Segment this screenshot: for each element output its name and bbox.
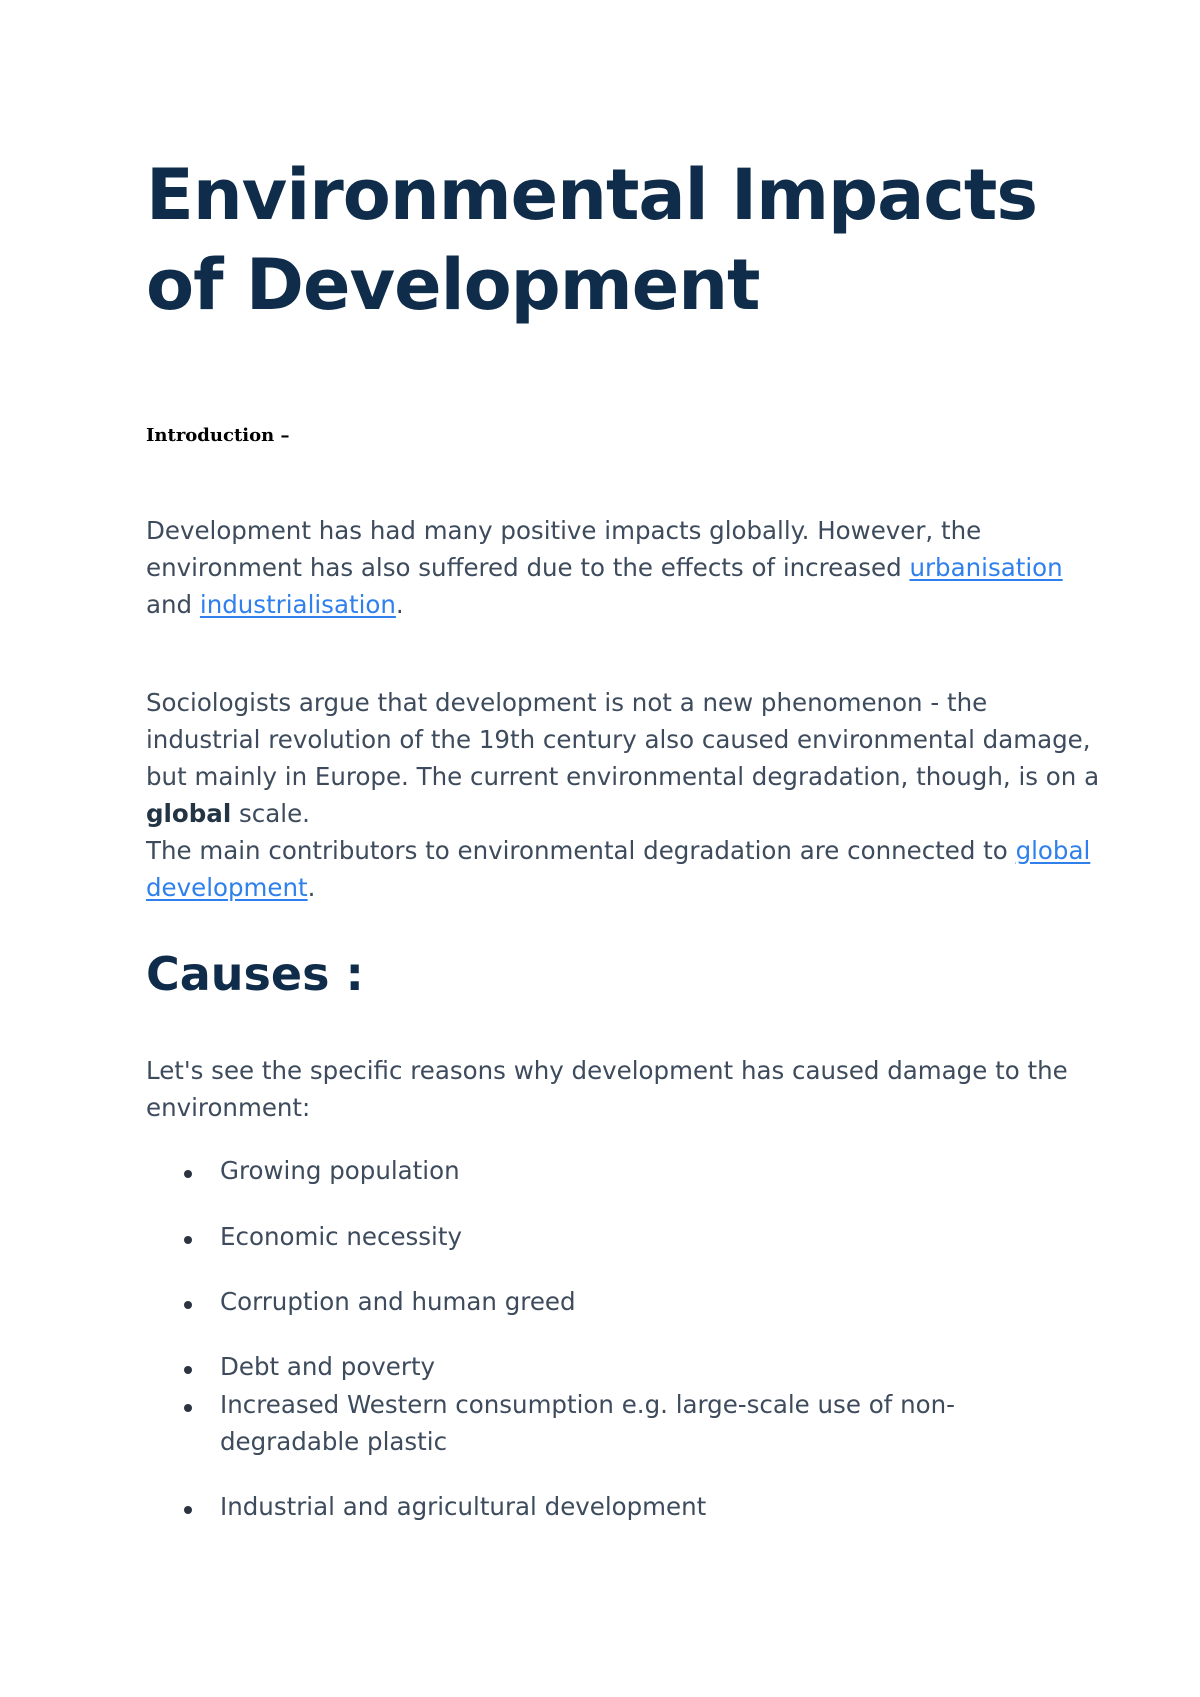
causes-heading: Causes :	[146, 947, 364, 1001]
global-development-link[interactable]: global development	[146, 836, 1091, 902]
paragraph-text: Sociologists argue that development is not a new phenomenon - the industrial revolution of the 19th century also caused environmental damage, but mainly in Europe. The current environmental degradation, though, is on a	[146, 688, 1100, 791]
industrialisation-link[interactable]: industrialisation	[199, 590, 396, 619]
bullet-icon	[184, 1170, 192, 1178]
paragraph-text: .	[307, 873, 316, 902]
list-item	[146, 1152, 1086, 1189]
list-item	[146, 1348, 1086, 1385]
list-item	[146, 1218, 1086, 1255]
introduction-label: Introduction –	[146, 425, 290, 446]
list-item-text: Economic necessity	[220, 1222, 462, 1251]
list-item	[146, 1488, 1086, 1525]
paragraph-text: .	[395, 590, 404, 619]
list-item-text: Growing population	[220, 1156, 460, 1185]
bullet-icon	[184, 1236, 192, 1244]
list-item-text: Increased Western consumption e.g. large-scale use of non-degradable plastic	[220, 1390, 955, 1456]
page-title: Environmental Impacts of Development	[146, 154, 1037, 326]
list-item	[146, 1283, 1086, 1320]
list-item	[146, 1386, 1086, 1460]
intro-paragraph-2	[146, 684, 1106, 832]
intro-paragraph-1	[146, 512, 1106, 623]
list-item-text: Corruption and human greed	[220, 1287, 576, 1316]
paragraph-text: The main contributors to environmental degradation are connected to	[146, 836, 1016, 865]
paragraph-text: scale.	[231, 799, 310, 828]
list-item-text: Industrial and agricultural development	[220, 1492, 707, 1521]
bullet-icon	[184, 1404, 192, 1412]
list-item-text: Debt and poverty	[220, 1352, 436, 1381]
paragraph-text: Development has had many positive impacts globally. However, the environment has also suffered due to the effects of increased	[146, 516, 982, 582]
bullet-icon	[184, 1301, 192, 1309]
causes-intro-paragraph: Let's see the specific reasons why development has caused damage to the environment:	[146, 1056, 1068, 1122]
intro-paragraph-3	[146, 832, 1106, 906]
bold-global-text: global	[146, 799, 232, 828]
paragraph-text: and	[146, 590, 200, 619]
bullet-icon	[184, 1506, 192, 1514]
bullet-icon	[184, 1366, 192, 1374]
urbanisation-link[interactable]: urbanisation	[909, 553, 1063, 582]
